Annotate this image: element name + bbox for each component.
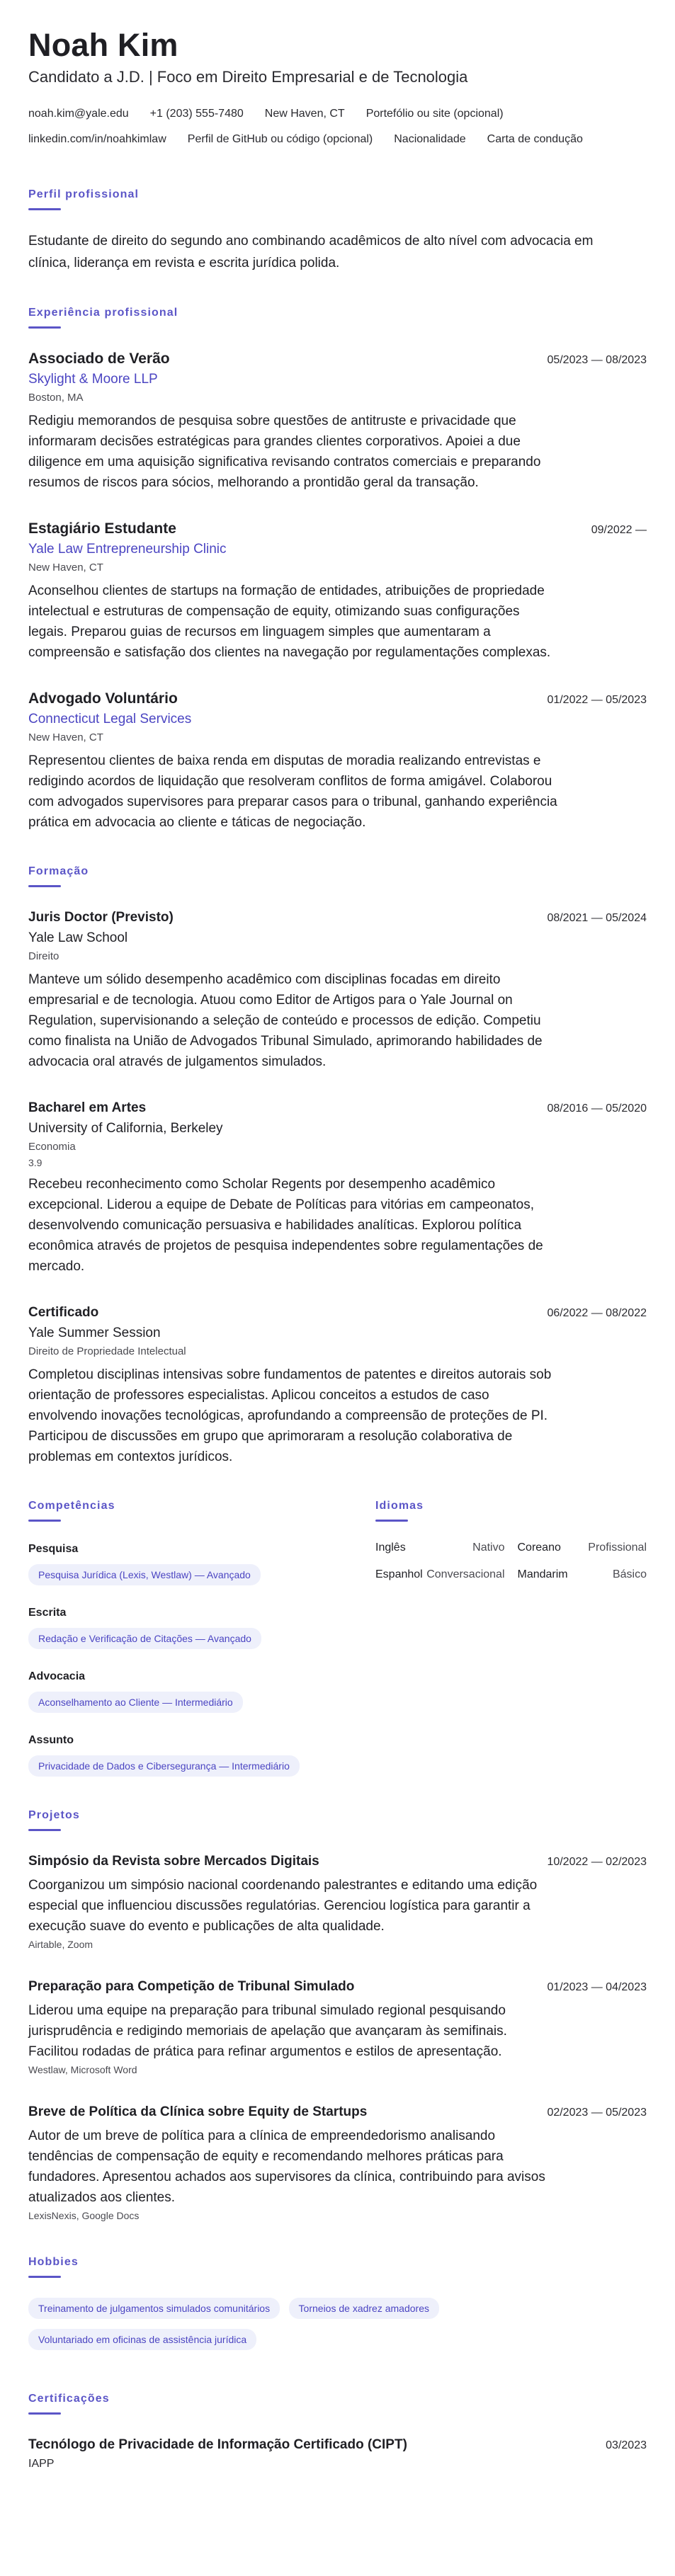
education-description: Manteve um sólido desempenho acadêmico com disciplinas focadas em direito empresarial e de tecnologia. Atuou como Editor de Artigos para o Yale Journal on Regulation, supervisionando a seleção de conteúdo e processos de edição. Competiu como finalista na União de Advogados Tribunal Simulado, aprimorando habilidades de advocacia oral através de julgamentos simulados.	[28, 972, 543, 1069]
skill-group	[28, 1605, 347, 1649]
project-dates: 10/2022 — 02/2023	[547, 1856, 647, 1868]
section-divider	[28, 208, 61, 210]
section-title: Projetos	[28, 1809, 80, 1821]
hobby-chip: Torneios de xadrez amadores	[289, 2298, 439, 2319]
project-description: Liderou uma equipe na preparação para tribunal simulado regional pesquisando jurisprudência e redigindo memoriais de apelação que avançaram às semifinais. Facilitou rodadas de prática para refinar argumentos e estilos de apresentação.	[28, 2003, 507, 2059]
degree-name: Juris Doctor (Previsto)	[28, 910, 174, 925]
section-divider	[28, 2276, 61, 2278]
job-description: Aconselhou clientes de startups na formação de entidades, atribuições de propriedade intelectual e estruturas de compensação de equity, otimizando suas configurações legais. Preparou guias de recursos em linguagem simples que aumentaram a compreensão e satisfação dos clientes na navegação por regulamentações complexas.	[28, 583, 551, 660]
contact-location: New Haven, CT	[264, 108, 345, 120]
language-name: Mandarim	[517, 1568, 568, 1580]
school-name: Yale Summer Session	[28, 1326, 161, 1340]
languages-list	[375, 1541, 647, 1581]
skill-category: Assunto	[28, 1734, 74, 1746]
project-tools: Westlaw, Microsoft Word	[28, 2064, 137, 2075]
education-section	[28, 864, 647, 1467]
job-location: Boston, MA	[28, 392, 84, 404]
section-title: Competências	[28, 1500, 115, 1512]
experience-entry	[28, 688, 647, 833]
skill-chip: Aconselhamento ao Cliente — Intermediário	[28, 1692, 243, 1713]
contact-nationality: Nacionalidade	[394, 133, 466, 145]
summary-text: Estudante de direito do segundo ano combinando acadêmicos de alto nível com advocacia em clínica, liderança em revista e escrita jurídica polida.	[28, 234, 594, 270]
employer-name: Skylight & Moore LLP	[28, 372, 158, 387]
experience-entry	[28, 518, 647, 663]
projects-section	[28, 1808, 647, 2223]
employer-name: Connecticut Legal Services	[28, 712, 192, 726]
job-dates: 09/2022 —	[591, 524, 647, 536]
project-entry	[28, 1851, 647, 1952]
hobby-chip: Treinamento de julgamentos simulados comunitários	[28, 2298, 280, 2319]
project-name: Breve de Política da Clínica sobre Equity de Startups	[28, 2104, 368, 2119]
language-level: Conversacional	[426, 1568, 505, 1580]
degree-name: Bacharel em Artes	[28, 1100, 147, 1115]
hobbies-section	[28, 2255, 647, 2360]
project-tools: LexisNexis, Google Docs	[28, 2210, 140, 2221]
job-title: Advogado Voluntário	[28, 690, 178, 707]
experience-section	[28, 305, 647, 833]
degree-name: Certificado	[28, 1305, 99, 1320]
skill-category: Advocacia	[28, 1670, 86, 1682]
section-divider	[28, 1829, 61, 1831]
contact-linkedin[interactable]: linkedin.com/in/noahkimlaw	[28, 133, 166, 145]
certification-date: 03/2023	[606, 2439, 647, 2451]
job-description: Redigiu memorandos de pesquisa sobre questões de antitruste e privacidade que informaram decisões estratégicas para grandes clientes corporativos. Apoiei a due diligence em uma aquisição significativa revisando contratos comerciais e preparando resumos de riscos para sócios, melhorando a prontidão geral da transação.	[28, 414, 541, 490]
education-description: Recebeu reconhecimento como Scholar Regents por desempenho acadêmico excepcional. Liderou a equipe de Debate de Políticas para vitórias em campeonatos, desenvolvendo comunicação persuasiva e habilidades analíticas. Explorou política econômica através de projetos de pesquisa independentes sobre regulamentações de mercado.	[28, 1177, 543, 1274]
summary-section	[28, 187, 647, 274]
language-level: Básico	[612, 1568, 647, 1580]
education-dates: 08/2016 — 05/2020	[547, 1102, 647, 1115]
language-name: Inglês	[375, 1541, 406, 1554]
skill-chip: Pesquisa Jurídica (Lexis, Westlaw) — Avançado	[28, 1564, 261, 1585]
job-location: New Haven, CT	[28, 562, 103, 574]
skills-languages-row	[28, 1498, 647, 1777]
certification-issuer: IAPP	[28, 2458, 55, 2470]
education-description: Completou disciplinas intensivas sobre fundamentos de patentes e direitos autorais sob orientação de professores especialistas. Aplicou conceitos a estudos de caso envolvendo inovações tecnológicas, aprofundando a compreensão de proteções de PI. Participou de discussões em grupo que aprimoraram a resolução colaborativa de problemas em contextos jurídicos.	[28, 1367, 552, 1464]
skill-group	[28, 1669, 347, 1713]
job-title: Estagiário Estudante	[28, 520, 176, 537]
project-tools: Airtable, Zoom	[28, 1939, 93, 1950]
employer-name: Yale Law Entrepreneurship Clinic	[28, 542, 227, 557]
contact-portfolio[interactable]: Portefólio ou site (opcional)	[365, 108, 504, 120]
languages-section	[375, 1498, 647, 1777]
section-title: Experiência profissional	[28, 307, 178, 319]
section-title: Perfil profissional	[28, 188, 140, 200]
school-name: University of California, Berkeley	[28, 1121, 223, 1136]
contact-list	[28, 103, 637, 150]
hobby-chip: Voluntariado em oficinas de assistência jurídica	[28, 2329, 256, 2350]
section-title: Formação	[28, 865, 89, 877]
skill-category: Escrita	[28, 1607, 67, 1619]
school-name: Yale Law School	[28, 930, 128, 945]
candidate-name: Noah Kim	[28, 27, 178, 63]
section-divider	[28, 326, 61, 329]
contact-phone[interactable]: +1 (203) 555-7480	[149, 108, 244, 120]
hobbies-list	[28, 2298, 647, 2360]
project-dates: 01/2023 — 04/2023	[547, 1981, 647, 1993]
skills-section	[28, 1498, 347, 1777]
contact-driving-license: Carta de condução	[487, 133, 583, 145]
job-title: Associado de Verão	[28, 351, 170, 367]
contact-github[interactable]: Perfil de GitHub ou código (opcional)	[187, 133, 373, 145]
field-of-study: Direito de Propriedade Intelectual	[28, 1345, 186, 1357]
language-name: Espanhol	[375, 1568, 423, 1580]
skill-chip: Privacidade de Dados e Cibersegurança — Intermediário	[28, 1755, 300, 1777]
language-item	[375, 1541, 505, 1554]
language-name: Coreano	[517, 1541, 561, 1554]
job-description: Representou clientes de baixa renda em disputas de moradia realizando entrevistas e redigindo acordos de liquidação que resolveram conflitos de forma amigável. Colaborou com advogados supervisores para preparar casos para o tribunal, ganhando experiência prática em advocacia ao cliente e táticas de negociação.	[28, 753, 557, 830]
project-dates: 02/2023 — 05/2023	[547, 2107, 647, 2119]
language-level: Nativo	[472, 1541, 505, 1554]
job-location: New Haven, CT	[28, 731, 103, 743]
job-dates: 05/2023 — 08/2023	[547, 354, 647, 366]
section-divider	[28, 2412, 61, 2415]
certification-entry	[28, 2434, 647, 2473]
experience-entry	[28, 348, 647, 493]
certification-name: Tecnólogo de Privacidade de Informação Certificado (CIPT)	[28, 2437, 407, 2452]
section-divider	[28, 1520, 61, 1522]
skill-chip: Redação e Verificação de Citações — Avançado	[28, 1628, 261, 1649]
project-name: Preparação para Competição de Tribunal Simulado	[28, 1979, 355, 1994]
skill-group	[28, 1541, 347, 1585]
resume-header	[28, 27, 647, 150]
education-entry	[28, 907, 647, 1072]
language-level: Profissional	[588, 1541, 647, 1554]
section-title: Idiomas	[375, 1500, 424, 1512]
job-dates: 01/2022 — 05/2023	[547, 694, 647, 706]
language-item	[375, 1568, 505, 1581]
education-entry	[28, 1098, 647, 1277]
education-dates: 06/2022 — 08/2022	[547, 1307, 647, 1319]
education-entry	[28, 1302, 647, 1467]
project-description: Coorganizou um simpósio nacional coordenando palestrantes e editando uma edição especial que influenciou discussões regulatórias. Gerenciou logística para garantir a execução suave do evento e publicações de alta qualidade.	[28, 1878, 538, 1934]
language-item	[518, 1541, 647, 1554]
gpa-value: 3.9	[28, 1157, 42, 1168]
section-title: Certificações	[28, 2393, 110, 2405]
field-of-study: Economia	[28, 1141, 76, 1153]
project-entry	[28, 1976, 647, 2078]
certifications-section	[28, 2391, 647, 2473]
section-title: Hobbies	[28, 2256, 79, 2268]
language-item	[518, 1568, 647, 1581]
project-name: Simpósio da Revista sobre Mercados Digitais	[28, 1854, 319, 1869]
field-of-study: Direito	[28, 950, 59, 962]
project-description: Autor de um breve de política para a clínica de empreendedorismo analisando tendências de compensação de equity e recomendando melhores práticas para fundadores. Apresentou achados aos supervisores da clínica, contribuindo para avisos atualizados aos clientes.	[28, 2128, 545, 2205]
skill-group	[28, 1733, 347, 1777]
section-divider	[28, 885, 61, 887]
education-dates: 08/2021 — 05/2024	[547, 912, 647, 924]
candidate-headline: Candidato a J.D. | Foco em Direito Empresarial e de Tecnologia	[28, 68, 468, 86]
section-divider	[375, 1520, 408, 1522]
contact-email[interactable]: noah.kim@yale.edu	[28, 108, 129, 120]
skill-category: Pesquisa	[28, 1543, 79, 1555]
project-entry	[28, 2102, 647, 2223]
